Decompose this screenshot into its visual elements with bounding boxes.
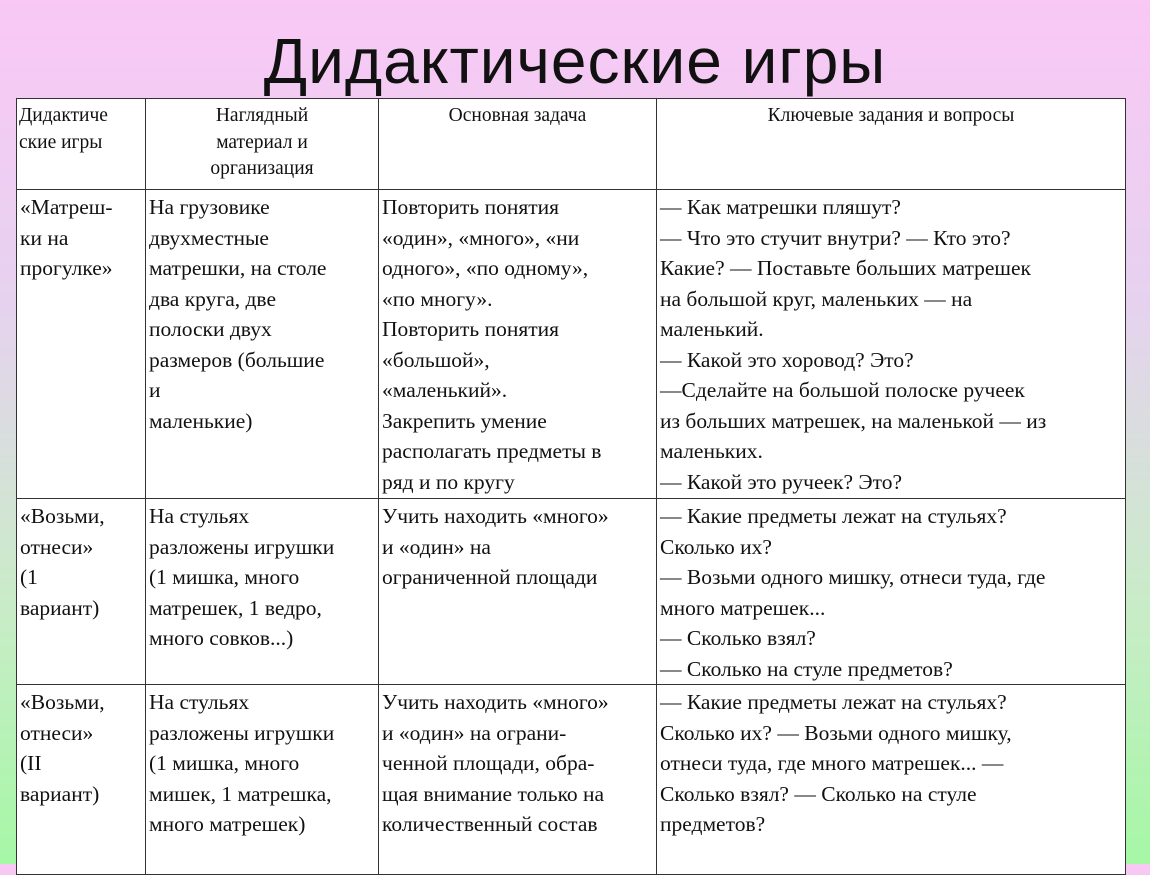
cell-text-line: двухместные (149, 225, 269, 250)
cell-text-line: много матрешек... (660, 595, 826, 620)
cell-text-line: Какие? — Поставьте больших матрешек (660, 256, 1031, 280)
cell-text-line: «большой», (382, 347, 490, 372)
cell-text-line: ограниченной площади (382, 565, 598, 589)
game-name-cell (17, 190, 146, 499)
cell-text-line: из больших матрешек, на маленькой — из (660, 408, 1047, 433)
cell-text-line: «Возьми, (20, 504, 105, 528)
cell-text-line: маленьких. (660, 439, 763, 463)
cell-text-line: разложены игрушки (149, 720, 335, 745)
header-cell (17, 99, 146, 190)
cell-text-line: отнеси туда, где много матрешек... — (660, 751, 1004, 775)
table-header-row (17, 99, 1126, 190)
cell-text-line: организация (210, 158, 314, 179)
cell-text-line: два круга, две (149, 286, 277, 311)
cell-text-line: размеров (большие (149, 347, 325, 372)
cell-text-line: Сколько их? (660, 534, 772, 559)
cell-text-line: На стульях (149, 504, 250, 528)
cell-text-line: Учить находить «много» (382, 690, 609, 714)
cell-text-line: Дидактиче (19, 105, 108, 126)
cell-text-line: «маленький». (382, 378, 508, 402)
cell-text-line: количественный состав (382, 812, 598, 836)
cell-text-line: Учить находить «много» (382, 504, 609, 528)
cell-text-line: «по многу». (382, 286, 493, 311)
cell-text-line: много совков...) (149, 626, 294, 650)
table-row (17, 190, 1126, 499)
cell-text-line: Сколько их? — Возьми одного мишку, (660, 720, 1012, 745)
cell-text-line: мишек, 1 матрешка, (149, 781, 332, 806)
cell-text-line: разложены игрушки (149, 534, 335, 559)
cell-text-line: щая внимание только на (382, 781, 605, 806)
cell-text-line: отнеси» (20, 720, 94, 745)
game-name-cell (17, 499, 146, 685)
cell-text-line: — Что это стучит внутри? — Кто это? (660, 225, 1011, 250)
cell-text-line: много матрешек) (149, 812, 306, 836)
cell-text-line: маленькие) (149, 408, 253, 433)
task-cell (379, 499, 657, 685)
task-cell (379, 190, 657, 499)
cell-text-line: отнеси» (20, 534, 94, 559)
cell-text-line: — Возьми одного мишку, отнеси туда, где (660, 565, 1046, 589)
cell-text-line: располагать предметы в (382, 439, 602, 463)
cell-text-line: одного», «по одному», (382, 256, 589, 280)
cell-text-line: Повторить понятия (382, 317, 560, 341)
table-row (17, 499, 1126, 685)
cell-text-line: Сколько взял? — Сколько на стуле (660, 781, 977, 806)
cell-text-line: ряд и по кругу (382, 469, 515, 494)
header-cell (657, 99, 1126, 190)
cell-text-line: «один», «много», «ни (382, 225, 580, 250)
task-cell (379, 685, 657, 875)
cell-text-line: и «один» на ограни- (382, 720, 567, 745)
cell-text-line: — Как матрешки пляшут? (660, 195, 901, 219)
cell-text-line: ки на (20, 225, 69, 250)
cell-text-line: Закрепить умение (382, 408, 547, 433)
material-cell (146, 190, 379, 499)
cell-text-line: предметов? (660, 812, 766, 836)
cell-text-line: — Сколько взял? (660, 626, 816, 650)
cell-text-line: и «один» на (382, 534, 491, 559)
cell-text-line: — Какие предметы лежат на стульях? (660, 504, 1007, 528)
cell-text-line: материал и (216, 131, 308, 153)
cell-text-line: — Какой это ручеек? Это? (660, 469, 903, 494)
cell-text-line: — Сколько на стуле предметов? (660, 656, 953, 681)
cell-text-line: — Какой это хоровод? Это? (660, 347, 914, 372)
cell-text-line: прогулке» (20, 256, 113, 280)
cell-text-line: на большой круг, маленьких — на (660, 286, 973, 311)
cell-text-line: и (149, 378, 161, 402)
cell-text-line: «Матреш- (20, 195, 113, 219)
slide-title: Дидактические игры (263, 25, 887, 97)
cell-text-line: На грузовике (149, 195, 270, 219)
cell-text-line: Повторить понятия (382, 195, 560, 219)
cell-text-line: —Сделайте на большой полоске ручеек (660, 378, 1025, 402)
cell-text-line: «Возьми, (20, 690, 105, 714)
header-cell (379, 99, 657, 190)
cell-text-line: (1 мишка, много (149, 751, 300, 775)
cell-text-line: ченной площади, обра- (382, 751, 595, 775)
cell-text-line: матрешки, на столе (149, 256, 327, 280)
cell-text-line: — Какие предметы лежат на стульях? (660, 690, 1007, 714)
cell-text-line: ские игры (19, 131, 103, 153)
cell-text-line: вариант) (20, 781, 100, 806)
games-table (16, 98, 1126, 875)
questions-cell (657, 190, 1126, 499)
cell-text-line: полоски двух (149, 317, 272, 341)
cell-text-line: (II (20, 751, 42, 775)
cell-text-line: матрешек, 1 ведро, (149, 595, 322, 620)
table-row (17, 685, 1126, 875)
cell-text-line: (1 мишка, много (149, 565, 300, 589)
cell-text-line: На стульях (149, 690, 250, 714)
header-cell (146, 99, 379, 190)
game-name-cell (17, 685, 146, 875)
material-cell (146, 499, 379, 685)
cell-text-line: маленький. (660, 317, 764, 341)
material-cell (146, 685, 379, 875)
questions-cell (657, 685, 1126, 875)
cell-text-line: (1 (20, 565, 38, 589)
questions-cell (657, 499, 1126, 685)
cell-text-line: Основная задача (448, 105, 587, 126)
cell-text-line: Наглядный (215, 105, 309, 126)
cell-text-line: вариант) (20, 595, 100, 620)
cell-text-line: Ключевые задания и вопросы (767, 105, 1015, 126)
